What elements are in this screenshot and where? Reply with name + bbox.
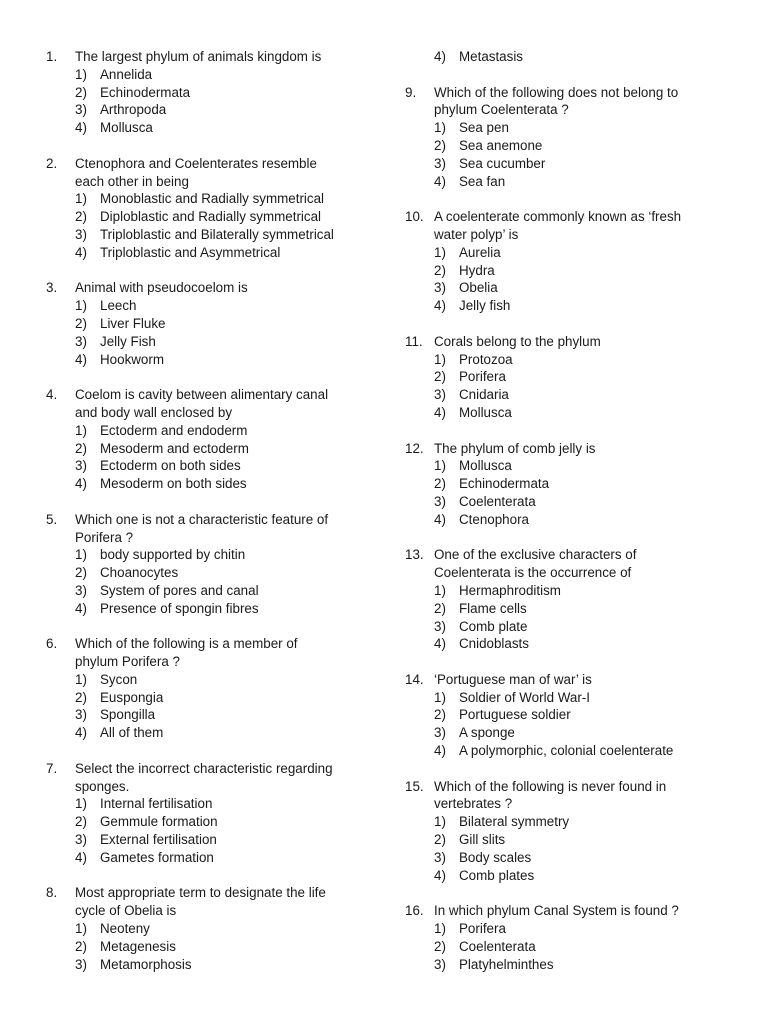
question-number: 1. bbox=[46, 49, 58, 64]
question-text: Which of the following is never found in bbox=[434, 778, 667, 794]
option-line bbox=[434, 813, 735, 831]
option-number: 3) bbox=[75, 582, 87, 598]
option-number: 3) bbox=[434, 849, 446, 865]
option-text: Hydra bbox=[459, 262, 495, 278]
option-line bbox=[75, 689, 376, 707]
option-text: All of them bbox=[100, 725, 164, 741]
question-text: One of the exclusive characters of bbox=[434, 547, 637, 563]
option-number: 2) bbox=[75, 814, 87, 830]
option-text: Gill slits bbox=[459, 832, 506, 848]
question-text: The phylum of comb jelly is bbox=[434, 440, 596, 456]
question-number bbox=[46, 902, 75, 920]
option-text: A sponge bbox=[459, 725, 515, 741]
option-line bbox=[434, 689, 735, 707]
option-line bbox=[434, 582, 735, 600]
option-number: 2) bbox=[434, 137, 446, 153]
option-line bbox=[434, 938, 735, 956]
option-number: 3) bbox=[75, 832, 87, 848]
option-text: Leech bbox=[100, 298, 137, 314]
option-number: 1) bbox=[434, 120, 446, 136]
option-number: 3) bbox=[434, 387, 446, 403]
question-2 bbox=[46, 155, 376, 262]
option-line bbox=[75, 66, 376, 84]
option-line bbox=[75, 315, 376, 333]
question-6 bbox=[46, 635, 376, 742]
option-text: Hookworm bbox=[100, 351, 164, 367]
question-text: Ctenophora and Coelenterates resemble bbox=[75, 155, 317, 171]
option-line bbox=[75, 297, 376, 315]
option-line bbox=[434, 867, 735, 885]
question-text: Select the incorrect characteristic regarding bbox=[75, 760, 333, 776]
option-text: Sea cucumber bbox=[459, 155, 546, 171]
option-text: Sea fan bbox=[459, 173, 506, 189]
question-text: A coelenterate commonly known as ‘fresh bbox=[434, 209, 682, 225]
question-line bbox=[46, 173, 376, 191]
option-line bbox=[75, 226, 376, 244]
option-line bbox=[434, 173, 735, 191]
option-number: 2) bbox=[75, 689, 87, 705]
question-line bbox=[46, 760, 376, 778]
option-line bbox=[434, 849, 735, 867]
question-text: Coelom is cavity between alimentary canal bbox=[75, 387, 329, 403]
option-text: Aurelia bbox=[459, 244, 501, 260]
option-line bbox=[434, 386, 735, 404]
option-number: 3) bbox=[434, 956, 446, 972]
option-text: Sea anemone bbox=[459, 137, 543, 153]
option-text: Porifera bbox=[459, 369, 506, 385]
option-number: 2) bbox=[75, 315, 87, 331]
option-text: Gametes formation bbox=[100, 849, 214, 865]
option-text: Triploblastic and Bilaterally symmetrical bbox=[100, 226, 334, 242]
option-text: Annelida bbox=[100, 66, 153, 82]
question-13 bbox=[405, 546, 735, 653]
option-line bbox=[75, 422, 376, 440]
option-number: 4) bbox=[434, 298, 446, 314]
question-line bbox=[405, 902, 735, 920]
question-text: Animal with pseudocoelom is bbox=[75, 280, 248, 296]
option-line bbox=[75, 600, 376, 618]
question-text: sponges. bbox=[75, 778, 130, 794]
option-text: Cnidaria bbox=[459, 387, 509, 403]
question-line bbox=[405, 671, 735, 689]
question-number: 9. bbox=[405, 84, 417, 100]
question-number bbox=[46, 173, 75, 191]
option-line bbox=[75, 956, 376, 974]
option-text: Coelenterata bbox=[459, 938, 536, 954]
question-number: 2. bbox=[46, 155, 58, 171]
option-line bbox=[434, 706, 735, 724]
option-number: 1) bbox=[75, 298, 87, 314]
option-line bbox=[75, 440, 376, 458]
option-line bbox=[75, 706, 376, 724]
question-4 bbox=[46, 386, 376, 493]
option-text: Metagenesis bbox=[100, 938, 176, 954]
question-line bbox=[405, 440, 735, 458]
question-number: 4. bbox=[46, 387, 58, 403]
option-line bbox=[75, 475, 376, 493]
question-text: Which of the following does not belong to bbox=[434, 84, 679, 100]
option-text: A polymorphic, colonial coelenterate bbox=[459, 743, 674, 759]
option-number: 1) bbox=[434, 458, 446, 474]
option-number: 3) bbox=[434, 618, 446, 634]
option-text: Sea pen bbox=[459, 120, 509, 136]
question-number: 16. bbox=[405, 903, 424, 919]
right-column bbox=[405, 48, 735, 991]
question-8 bbox=[46, 884, 376, 973]
option-number: 2) bbox=[75, 209, 87, 225]
option-number: 4) bbox=[75, 725, 87, 741]
option-line bbox=[434, 457, 735, 475]
question-number: 12. bbox=[405, 440, 424, 456]
option-number: 2) bbox=[75, 440, 87, 456]
option-line bbox=[75, 546, 376, 564]
question-line bbox=[46, 653, 376, 671]
option-number: 3) bbox=[434, 725, 446, 741]
option-text: Mollusca bbox=[459, 404, 512, 420]
question-text: Most appropriate term to designate the life bbox=[75, 885, 326, 901]
question-number bbox=[405, 795, 434, 813]
question-number: 14. bbox=[405, 671, 424, 687]
question-text: The largest phylum of animals kingdom is bbox=[75, 49, 322, 64]
question-number: 8. bbox=[46, 885, 58, 901]
question-text: vertebrates ? bbox=[434, 796, 513, 812]
question-text: In which phylum Canal System is found ? bbox=[434, 903, 679, 919]
option-number: 1) bbox=[75, 921, 87, 937]
question-10 bbox=[405, 208, 735, 315]
option-text: Spongilla bbox=[100, 707, 156, 723]
option-line bbox=[75, 84, 376, 102]
question-line bbox=[46, 635, 376, 653]
option-number: 4) bbox=[75, 120, 87, 136]
option-line bbox=[434, 48, 735, 66]
option-line bbox=[434, 618, 735, 636]
option-text: Ctenophora bbox=[459, 511, 529, 527]
question-number: 11. bbox=[405, 333, 423, 349]
option-number: 1) bbox=[434, 351, 446, 367]
option-text: Portuguese soldier bbox=[459, 707, 571, 723]
option-line bbox=[434, 137, 735, 155]
option-number: 4) bbox=[434, 49, 446, 64]
option-number: 3) bbox=[75, 707, 87, 723]
option-number: 4) bbox=[434, 636, 446, 652]
option-number: 4) bbox=[434, 173, 446, 189]
option-line bbox=[434, 742, 735, 760]
option-line bbox=[75, 849, 376, 867]
option-text: Bilateral symmetry bbox=[459, 814, 570, 830]
option-number: 1) bbox=[434, 244, 446, 260]
question-number bbox=[405, 564, 434, 582]
option-line bbox=[75, 190, 376, 208]
option-line bbox=[75, 831, 376, 849]
option-text: System of pores and canal bbox=[100, 582, 259, 598]
option-number: 1) bbox=[75, 191, 87, 207]
option-text: Comb plate bbox=[459, 618, 528, 634]
option-text: Neoteny bbox=[100, 921, 150, 937]
question-line bbox=[46, 529, 376, 547]
option-text: Mesoderm on both sides bbox=[100, 476, 247, 492]
option-line bbox=[75, 244, 376, 262]
option-number: 3) bbox=[75, 333, 87, 349]
option-line bbox=[75, 920, 376, 938]
option-number: 3) bbox=[75, 226, 87, 242]
option-text: Echinodermata bbox=[100, 84, 191, 100]
option-number: 4) bbox=[75, 244, 87, 260]
option-number: 3) bbox=[434, 493, 446, 509]
option-line bbox=[434, 368, 735, 386]
option-number: 1) bbox=[75, 547, 87, 563]
option-line bbox=[434, 262, 735, 280]
option-number: 3) bbox=[75, 458, 87, 474]
option-text: Ectoderm and endoderm bbox=[100, 422, 248, 438]
question-text: Coelenterata is the occurrence of bbox=[434, 565, 632, 581]
question-line bbox=[46, 778, 376, 796]
question-number: 5. bbox=[46, 511, 58, 527]
question-line bbox=[405, 333, 735, 351]
question-text: Which of the following is a member of bbox=[75, 636, 298, 652]
option-line bbox=[434, 724, 735, 742]
question-1 bbox=[46, 48, 376, 137]
question-11 bbox=[405, 333, 735, 422]
option-text: External fertilisation bbox=[100, 832, 217, 848]
option-number: 3) bbox=[434, 280, 446, 296]
option-line bbox=[434, 244, 735, 262]
option-number: 1) bbox=[434, 582, 446, 598]
question-12 bbox=[405, 440, 735, 529]
question-line bbox=[46, 279, 376, 297]
question-line bbox=[405, 546, 735, 564]
question-number bbox=[46, 404, 75, 422]
question-number bbox=[46, 778, 75, 796]
option-text: Porifera bbox=[459, 921, 506, 937]
option-text: Internal fertilisation bbox=[100, 796, 213, 812]
option-text: Echinodermata bbox=[459, 476, 550, 492]
option-number: 4) bbox=[75, 849, 87, 865]
right-question-list bbox=[405, 84, 735, 974]
question-line bbox=[405, 84, 735, 102]
option-number: 1) bbox=[434, 814, 446, 830]
option-text: Jelly fish bbox=[459, 298, 511, 314]
question-text: Porifera ? bbox=[75, 529, 134, 545]
option-text: Mesoderm and ectoderm bbox=[100, 440, 249, 456]
option-line bbox=[434, 493, 735, 511]
option-number: 4) bbox=[75, 351, 87, 367]
option-text: Metastasis bbox=[459, 49, 523, 64]
option-line bbox=[434, 635, 735, 653]
option-line bbox=[75, 671, 376, 689]
option-text: Obelia bbox=[459, 280, 498, 296]
question-text: ‘Portuguese man of war’ is bbox=[434, 671, 592, 687]
question-line bbox=[46, 404, 376, 422]
question-number: 13. bbox=[405, 547, 424, 563]
option-text: Euspongia bbox=[100, 689, 164, 705]
question-text: cycle of Obelia is bbox=[75, 903, 177, 919]
option-line bbox=[434, 155, 735, 173]
option-line bbox=[75, 457, 376, 475]
question-15 bbox=[405, 778, 735, 885]
option-line bbox=[434, 475, 735, 493]
question-text: water polyp’ is bbox=[434, 226, 519, 242]
option-line bbox=[434, 119, 735, 137]
question-line bbox=[46, 386, 376, 404]
option-number: 2) bbox=[434, 600, 446, 616]
question-number bbox=[46, 529, 75, 547]
option-text: Cnidoblasts bbox=[459, 636, 529, 652]
question-line bbox=[46, 511, 376, 529]
question-line bbox=[46, 48, 376, 66]
option-line bbox=[75, 101, 376, 119]
question-text: phylum Porifera ? bbox=[75, 654, 180, 670]
left-column bbox=[46, 48, 376, 991]
option-text: Gemmule formation bbox=[100, 814, 218, 830]
question-number: 6. bbox=[46, 636, 58, 652]
option-text: Liver Fluke bbox=[100, 315, 166, 331]
option-number: 1) bbox=[434, 689, 446, 705]
option-number: 2) bbox=[434, 369, 446, 385]
option-line bbox=[75, 564, 376, 582]
option-line bbox=[434, 297, 735, 315]
question-line bbox=[46, 902, 376, 920]
option-text: Body scales bbox=[459, 849, 532, 865]
question-number: 15. bbox=[405, 778, 424, 794]
option-text: Mollusca bbox=[100, 120, 153, 136]
option-line bbox=[434, 956, 735, 974]
option-number: 1) bbox=[75, 66, 87, 82]
option-text: body supported by chitin bbox=[100, 547, 246, 563]
option-number: 4) bbox=[434, 743, 446, 759]
option-line bbox=[75, 938, 376, 956]
question-line bbox=[405, 795, 735, 813]
option-number: 2) bbox=[75, 84, 87, 100]
question-8-continuation bbox=[405, 48, 735, 66]
option-line bbox=[434, 404, 735, 422]
option-line bbox=[75, 333, 376, 351]
option-text: Metamorphosis bbox=[100, 956, 192, 972]
option-line bbox=[75, 582, 376, 600]
question-number: 3. bbox=[46, 280, 58, 296]
option-text: Flame cells bbox=[459, 600, 527, 616]
option-line bbox=[75, 119, 376, 137]
question-5 bbox=[46, 511, 376, 618]
option-number: 1) bbox=[75, 422, 87, 438]
question-line bbox=[405, 208, 735, 226]
question-7 bbox=[46, 760, 376, 867]
option-line bbox=[75, 208, 376, 226]
option-text: Protozoa bbox=[459, 351, 513, 367]
option-number: 2) bbox=[75, 938, 87, 954]
option-text: Hermaphroditism bbox=[459, 582, 561, 598]
question-text: and body wall enclosed by bbox=[75, 404, 233, 420]
option-text: Triploblastic and Asymmetrical bbox=[100, 244, 281, 260]
question-text: phylum Coelenterata ? bbox=[434, 102, 569, 118]
option-text: Ectoderm on both sides bbox=[100, 458, 241, 474]
question-number bbox=[405, 226, 434, 244]
question-line bbox=[405, 226, 735, 244]
question-line bbox=[46, 884, 376, 902]
option-number: 4) bbox=[75, 476, 87, 492]
question-line bbox=[405, 564, 735, 582]
option-line bbox=[434, 279, 735, 297]
option-line bbox=[75, 724, 376, 742]
question-number bbox=[46, 653, 75, 671]
option-line bbox=[434, 831, 735, 849]
option-text: Diploblastic and Radially symmetrical bbox=[100, 209, 322, 225]
question-text: each other in being bbox=[75, 173, 189, 189]
option-number: 1) bbox=[75, 671, 87, 687]
option-text: Comb plates bbox=[459, 867, 535, 883]
option-number: 4) bbox=[434, 404, 446, 420]
option-number: 4) bbox=[434, 511, 446, 527]
option-number: 4) bbox=[434, 867, 446, 883]
option-number: 2) bbox=[434, 707, 446, 723]
question-text: Which one is not a characteristic feature of bbox=[75, 511, 329, 527]
option-text: Coelenterata bbox=[459, 493, 536, 509]
question-9 bbox=[405, 84, 735, 191]
question-text: Corals belong to the phylum bbox=[434, 333, 601, 349]
option-line bbox=[434, 351, 735, 369]
question-number: 10. bbox=[405, 209, 424, 225]
option-text: Monoblastic and Radially symmetrical bbox=[100, 191, 325, 207]
option-number: 2) bbox=[434, 938, 446, 954]
option-number: 2) bbox=[434, 262, 446, 278]
option-line bbox=[75, 795, 376, 813]
option-number: 2) bbox=[75, 565, 87, 581]
option-line bbox=[75, 813, 376, 831]
option-text: Sycon bbox=[100, 671, 138, 687]
option-text: Soldier of World War-I bbox=[459, 689, 590, 705]
option-number: 1) bbox=[434, 921, 446, 937]
option-line bbox=[75, 351, 376, 369]
option-line bbox=[434, 600, 735, 618]
option-number: 4) bbox=[75, 600, 87, 616]
option-text: Choanocytes bbox=[100, 565, 179, 581]
question-number: 7. bbox=[46, 760, 58, 776]
question-16 bbox=[405, 902, 735, 973]
question-number bbox=[405, 101, 434, 119]
option-text: Presence of spongin fibres bbox=[100, 600, 259, 616]
option-text: Arthropoda bbox=[100, 102, 167, 118]
option-number: 2) bbox=[434, 832, 446, 848]
option-text: Platyhelminthes bbox=[459, 956, 554, 972]
option-number: 2) bbox=[434, 476, 446, 492]
option-number: 1) bbox=[75, 796, 87, 812]
question-3 bbox=[46, 279, 376, 368]
question-line bbox=[405, 101, 735, 119]
option-text: Jelly Fish bbox=[100, 333, 156, 349]
question-line bbox=[405, 778, 735, 796]
option-line bbox=[434, 920, 735, 938]
option-number: 3) bbox=[75, 102, 87, 118]
question-14 bbox=[405, 671, 735, 760]
option-number: 3) bbox=[75, 956, 87, 972]
question-line bbox=[46, 155, 376, 173]
option-number: 3) bbox=[434, 155, 446, 171]
option-line bbox=[434, 511, 735, 529]
option-text: Mollusca bbox=[459, 458, 512, 474]
